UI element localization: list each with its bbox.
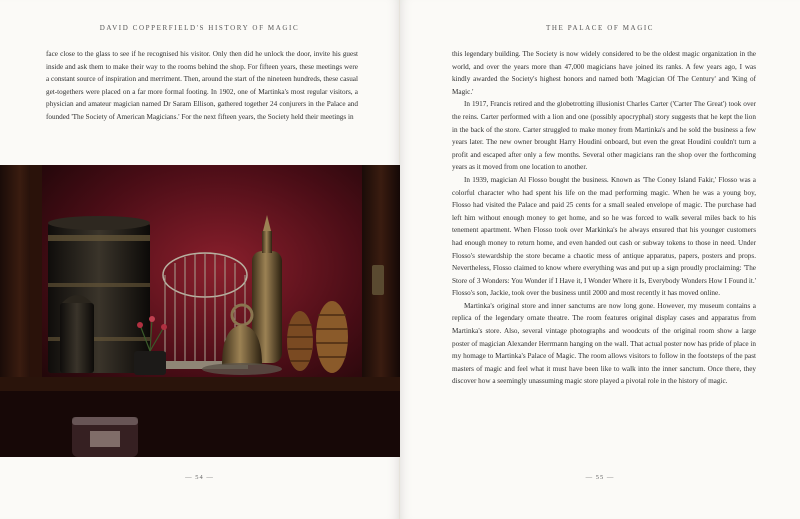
right-body-text [452,48,756,388]
left-body-text [46,48,358,124]
right-page-number: — 55 — [585,474,615,481]
left-running-head: DAVID COPPERFIELD'S HISTORY OF MAGIC [99,24,300,32]
right-page [400,0,800,519]
right-paragraph-2: In 1917, Francis retired and the globetrotting illusionist Charles Carter ('Carter The Great') took over the reins. Carter performed with a lion and one (possibly apocryphal) story suggests that he kept the lion in the back of the store. Carter struggled to make money from Martinka's and he sold the business a few years later. The new owner brought Harry Houdini onboard, but even the great Houdini couldn't turn a profit and escaped after only a few months. Several other magicians ran the shop over the forthcoming years as it moved from one location to another. [452,100,756,172]
left-page-number: — 54 — [185,474,214,481]
photo-illustration [0,165,400,457]
left-paragraph-1: face close to the glass to see if he recognised his visitor. Only then did he unlock the door, invite his guest inside and ask them to make their way to the rooms behind the shop. For fifteen years, these meetings were a constant source of inspiration and merriment. Then, around the start of the nineteen hundreds, these casual get-togethers were placed on a far more formal footing. In 1902, one of Martinka's most regular visitors, a physician and amateur magician named Dr Saram Ellison, gathered together 24 conjurers in the Palace and founded 'The Society of American Magicians.' For the next fifteen years, the Society held their meetings in [46,50,358,121]
magic-cabinet-photo [0,165,400,457]
right-paragraph-4: Martinka's original store and inner sanctums are now long gone. However, my museum contains a replica of the legendary ornate theatre. The room features original display cases and apparatus from Martinka's store. Also, several vintage photographs and woodcuts of the original room show a large poster of magician Alexander Herrmann hanging on the wall. That actual poster now has pride of place in my homage to Martinka's Palace of Magic. The room allows visitors to follow in the footsteps of the past masters of magic and feel what it must have been like to walk into the inner sanctum. Once there, they discover how a seemingly unassuming magic store played a pivotal role in the history of magic. [452,301,756,386]
right-paragraph-1: this legendary building. The Society is now widely considered to be the oldest magic organization in the world, and over the years more than 47,000 magicians have joined its ranks. A few years ago, I was kindly awarded the Society's highest honors and named both 'Magician Of The Century' and 'King of Magic.' [452,50,756,96]
right-running-head: THE PALACE OF MAGIC [545,24,655,32]
right-paragraph-3: In 1939, magician Al Flosso bought the business. Known as 'The Coney Island Fakir,' Flosso was a colorful character who had spent his life on the mad performing magic. When he was a young boy, Flosso had visited the Palace and paid 25 cents for a small sealed envelope of magic. The purchase had left him without enough money to get home, and so he was forced to walk several miles back to his tenement apartment. When Flosso took over Markinka's he always ensured that his younger customers had enough money to return home, and even handed out cash or subway tokens to those in need. Under Flosso's stewardship the store became a chaotic mess of antique apparatus, papers, posters and props. Nevertheless, Flosso claimed to know where everything was and put up a sign proudly proclaiming: 'The Store of 3 Wonders: You Wonder if I Have it, I Wonder Where it Is, Everybody Wonders How I Found it.' Flosso's son, Jackie, took over the business until 2000 and most recently it has moved online. [452,175,756,298]
